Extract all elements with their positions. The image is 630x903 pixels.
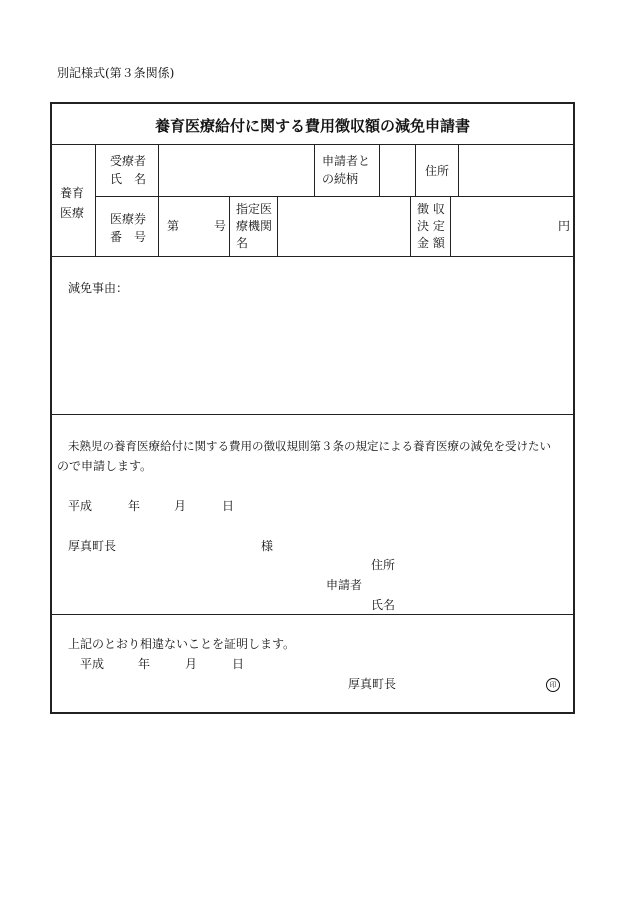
rule-v-label1 bbox=[158, 145, 159, 256]
certification-month: 月 bbox=[185, 657, 198, 671]
statement-era: 平成 bbox=[68, 499, 93, 513]
rule-v-category bbox=[95, 145, 96, 256]
rule-row1-bottom bbox=[95, 196, 575, 197]
certification-signer: 厚真町長 bbox=[348, 677, 397, 691]
statement-applicant: 申請者 bbox=[326, 578, 363, 592]
seal-mark: 印 bbox=[546, 678, 560, 692]
recipient-label: 受療者 氏 名 bbox=[110, 154, 147, 186]
certification-era: 平成 bbox=[80, 657, 105, 671]
statement-day: 日 bbox=[222, 499, 235, 513]
form-title: 養育医療給付に関する費用徴収額の減免申請書 bbox=[154, 117, 470, 135]
category-label: 養育 医療 bbox=[60, 186, 85, 220]
rule-v-amount-right bbox=[450, 197, 451, 256]
amount-unit: 円 bbox=[558, 219, 571, 233]
certification-year: 年 bbox=[138, 657, 151, 671]
statement-year: 年 bbox=[128, 499, 141, 513]
amount-label: 徴 収 決 定 金 額 bbox=[417, 202, 445, 250]
institution-label: 指定医 療機関 名 bbox=[236, 202, 273, 250]
ticket-suffix: 号 bbox=[214, 219, 227, 233]
ticket-prefix: 第 bbox=[167, 219, 180, 233]
statement-honorific: 様 bbox=[261, 539, 274, 553]
rule-v-amount-left bbox=[410, 197, 411, 256]
rule-v-relation-left bbox=[314, 145, 315, 196]
form-frame bbox=[50, 102, 575, 714]
rule-title-bottom bbox=[51, 144, 575, 145]
rule-v-relation-right bbox=[379, 145, 380, 196]
statement-name: 氏名 bbox=[371, 598, 396, 612]
form-code: 別記様式(第３条関係) bbox=[57, 66, 175, 80]
reason-label: 減免事由： bbox=[68, 281, 129, 295]
rule-v-ticket-right bbox=[229, 197, 230, 256]
statement-month: 月 bbox=[174, 499, 187, 513]
rule-v-address-left bbox=[415, 145, 416, 196]
statement-line2: ので申請します。 bbox=[57, 459, 153, 473]
rule-v-address-right bbox=[458, 145, 459, 196]
certification-text: 上記のとおり相違ないことを証明します。 bbox=[68, 637, 296, 651]
statement-address: 住所 bbox=[371, 558, 396, 572]
ticket-label: 医療券 番 号 bbox=[110, 212, 147, 244]
rule-statement-bottom bbox=[51, 614, 575, 615]
relation-label: 申請者と の続柄 bbox=[322, 154, 371, 186]
certification-day: 日 bbox=[232, 657, 245, 671]
rule-table-bottom bbox=[51, 256, 575, 257]
statement-addressee: 厚真町長 bbox=[68, 539, 117, 553]
rule-v-institution-label-right bbox=[277, 197, 278, 256]
statement-line1: 未熟児の養育医療給付に関する費用の徴収規則第３条の規定による養育医療の減免を受けたい bbox=[68, 439, 551, 453]
rule-reason-bottom bbox=[51, 414, 575, 415]
address-label: 住所 bbox=[425, 164, 450, 178]
